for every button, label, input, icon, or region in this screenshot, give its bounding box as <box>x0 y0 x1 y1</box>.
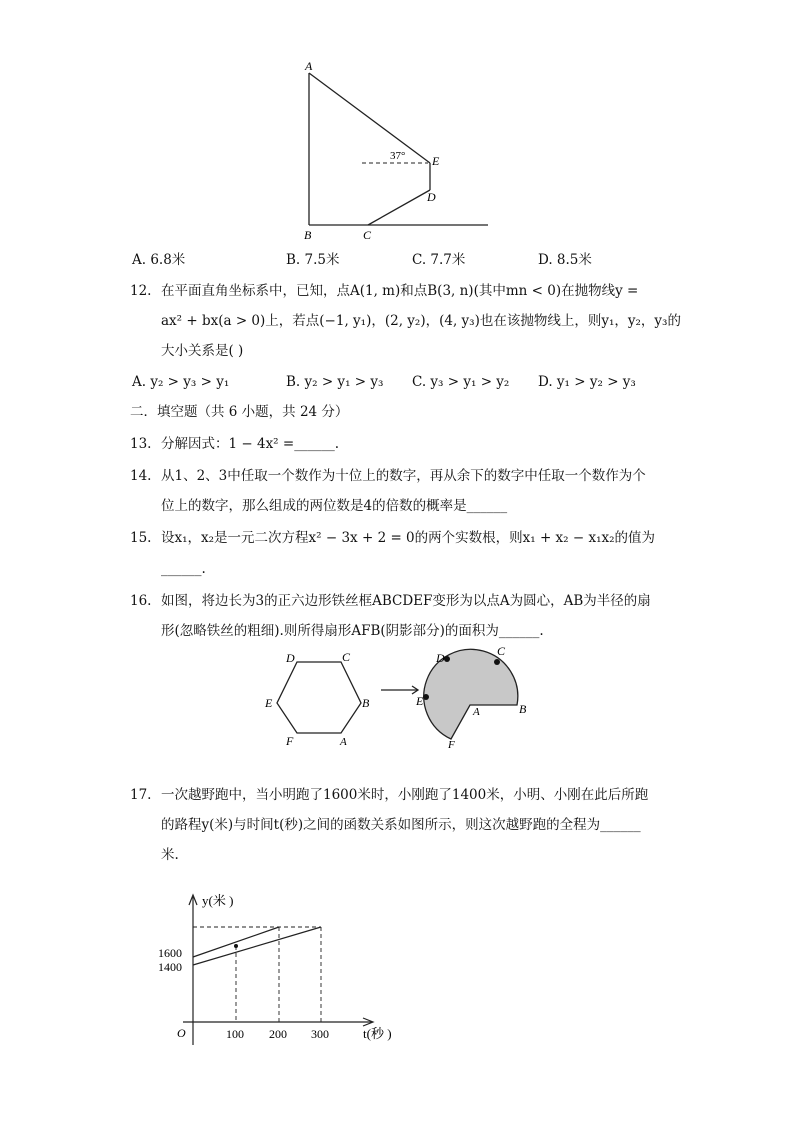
q15-number: 15. <box>130 530 152 546</box>
graph-intersection-point <box>234 944 238 948</box>
graph-ytick-1400: 1400 <box>158 960 182 974</box>
q17-number: 17. <box>130 787 152 803</box>
q17-line3: 米. <box>161 847 179 863</box>
q16-number: 16. <box>130 593 152 609</box>
sector-label-C: C <box>497 645 506 658</box>
figure-q16 <box>260 645 550 750</box>
fig11-label-C: C <box>363 228 372 242</box>
q17-line2: 的路程y(米)与时间t(秒)之间的函数关系如图所示，则这次越野跑的全程为______ <box>161 817 641 833</box>
fig11-label-E: E <box>432 154 440 168</box>
hex-label-C: C <box>342 650 351 664</box>
sector-point-C <box>494 659 500 665</box>
q11-option-a[interactable]: A. 6.8米 <box>132 252 186 268</box>
graph-ylabel: y(米 ) <box>202 893 234 908</box>
q11-options <box>130 248 690 266</box>
sector-point-E <box>423 694 429 700</box>
q14-number: 14. <box>130 468 152 484</box>
q12-line2: ax² + bx(a > 0)上，若点(−1, y₁)，(2, y₂)，(4, y₃)也在该抛物线上，则y₁，y₂，y₃的 <box>161 313 681 329</box>
hex-label-D: D <box>286 651 295 665</box>
q12-number: 12. <box>130 283 152 299</box>
q11-option-b[interactable]: B. 7.5米 <box>286 252 340 268</box>
q15-line1: 设x₁，x₂是一元二次方程x² − 3x + 2 = 0的两个实数根，则x₁ + x₂ − x₁x₂的值为 <box>161 530 656 546</box>
q15-line2: ______. <box>161 561 206 577</box>
fig11-label-B: B <box>304 228 312 242</box>
q12-option-b[interactable]: B. y₂ > y₁ > y₃ <box>286 374 384 390</box>
q13-number: 13. <box>130 436 152 452</box>
q13-text: 分解因式：1 − 4x² =______. <box>161 436 339 452</box>
sector-point-D <box>444 656 450 662</box>
q12-option-d[interactable]: D. y₁ > y₂ > y₃ <box>538 374 636 390</box>
fig11-label-D: D <box>427 190 436 204</box>
hex-label-F: F <box>286 734 294 748</box>
section-heading-fill-in: 二．填空题（共 6 小题，共 24 分） <box>130 404 349 420</box>
q16-line1: 如图，将边长为3的正六边形铁丝框ABCDEF变形为以点A为圆心，AB为半径的扇 <box>161 593 651 609</box>
hex-label-B: B <box>362 696 370 710</box>
figure-q11 <box>290 55 500 245</box>
sector-label-D: D <box>436 651 445 665</box>
graph-xtick-300: 300 <box>311 1027 329 1041</box>
q16-line2: 形(忽略铁丝的粗细).则所得扇形AFB(阴影部分)的面积为______. <box>161 623 544 639</box>
graph-origin: O <box>177 1026 186 1040</box>
graph-ytick-1600: 1600 <box>158 946 182 960</box>
graph-xtick-200: 200 <box>269 1027 287 1041</box>
sector-label-A: A <box>473 706 480 718</box>
fig11-angle-label: 37° <box>390 150 406 162</box>
q12-line3: 大小关系是( ) <box>161 343 244 359</box>
graph-xtick-100: 100 <box>226 1027 244 1041</box>
q12-options <box>130 374 690 392</box>
q12-option-c[interactable]: C. y₃ > y₁ > y₂ <box>412 374 510 390</box>
sector-label-B: B <box>519 702 527 716</box>
q11-option-c[interactable]: C. 7.7米 <box>412 252 466 268</box>
hex-label-A: A <box>340 736 347 748</box>
figure-q17-graph <box>150 885 420 1055</box>
sector-label-E: E <box>416 694 424 708</box>
graph-line-xiaogang <box>193 927 321 965</box>
q12-option-a[interactable]: A. y₂ > y₃ > y₁ <box>132 374 230 390</box>
fig11-label-A: A <box>305 59 313 73</box>
q14-line1: 从1、2、3中任取一个数作为十位上的数字，再从余下的数字中任取一个数作为个 <box>161 468 646 484</box>
sector-label-F: F <box>448 739 455 750</box>
q17-line1: 一次越野跑中，当小明跑了1600米时，小刚跑了1400米，小明、小刚在此后所跑 <box>161 787 649 803</box>
q11-option-d[interactable]: D. 8.5米 <box>538 252 592 268</box>
q14-line2: 位上的数字，那么组成的两位数是4的倍数的概率是______ <box>161 498 508 514</box>
hexagon-frame <box>277 662 361 733</box>
hex-label-E: E <box>265 696 273 710</box>
transform-arrow-icon <box>381 686 418 694</box>
fig11-segment-DC <box>368 190 430 225</box>
graph-xlabel: t(秒 ) <box>363 1026 392 1041</box>
q12-line1: 在平面直角坐标系中，已知，点A(1, m)和点B(3, n)(其中mn < 0)在抛物线y = <box>161 283 639 299</box>
fig11-segment-AE <box>309 73 430 163</box>
